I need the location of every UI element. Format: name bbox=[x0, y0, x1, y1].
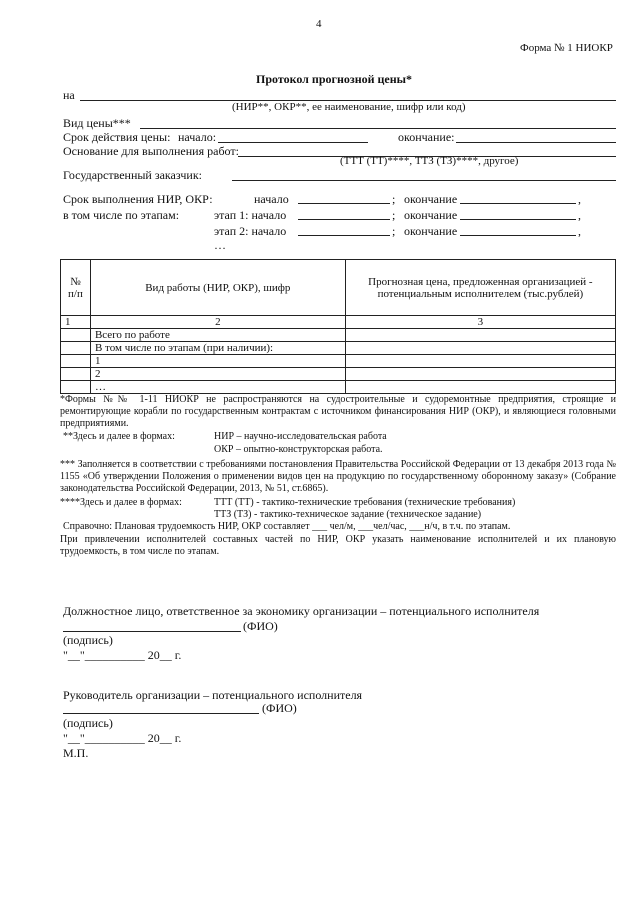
header-price: Прогнозная цена, предложенная организацией - потенциальным исполнителем (тыс.рублей) bbox=[345, 260, 615, 316]
document-page: 4 Форма № 1 НИОКР Протокол прогнозной цены* на (НИР**, ОКР**, ее наименование, шифр или код) Вид цены*** Срок действия цены: начало: окончание: Основание для выполнения работ: (ТТТ (ТТ)****, ТТЗ (ТЗ)****, другое) Государственный заказчик: Срок выполнения НИР, ОКР: начало ; окончание , в том числе по этапам: этап 1: начало ; окончание , этап 2: начало ; окончание , … № п/п Вид работы (НИР, ОКР), шифр Прогнозная цена, предложенная организацией - потенциальным исполнителем (тыс.рублей) 1 2 3 Всего по работе В том числе по этапам (при наличии): 1 2 … *Формы №№ 1-11 НИОКР не распространяются на судостроительные и судоремонтные предприятия, строящие и ремонтирующие корабли по государственным контрактам с источником финансирования НИР (ОКР), и являющиеся головными предприятиями. **Здесь и далее в формах: НИР – научно-исследовательская работа ОКР – опытно-конструкторская работа. *** Заполняется в соответствии с требованиями постановления Правительства Российской Федерации от 13 декабря 2013 года № 1155 «Об утверждении Положения о применении видов цен на продукцию по государственному оборонному заказу» (Собрание законодательства Российской Федерации, 2013, № 51, ст.6865). ****Здесь и далее в формах: ТТТ (ТТ) - тактико-технические требования (технические требования) ТТЗ (ТЗ) - тактико-техническое задание (техническое задание) Справочно: Плановая трудоемкость НИР, ОКР составляет ___ чел/м, ___чел/час, ___н/ч, в т.ч. по этапам. При привлечении исполнителей составных частей по НИР, ОКР указать наименование исполнителей и их плановую трудоемкость, в том числе по этапам. Должностное лицо, ответственное за экономику организации – потенциального исполнителя (ФИО) (подпись) "__"__________ 20__ г. Руководитель организации – потенциального исполнителя (ФИО) (подпись) "__"__________ 20__ г. М.П. bbox=[60, 18, 616, 760]
customer-label: Государственный заказчик: bbox=[63, 168, 203, 182]
signatory-1-sign: (подпись) bbox=[63, 633, 113, 647]
stage1-end-label: окончание bbox=[404, 208, 458, 222]
col-number-2: 2 bbox=[90, 316, 345, 329]
signatory-1-title: Должностное лицо, ответственное за экономику организации – потенциального исполнителя bbox=[63, 604, 540, 618]
price-type-label: Вид цены*** bbox=[63, 116, 131, 130]
basis-hint: (ТТТ (ТТ)****, ТТЗ (ТЗ)****, другое) bbox=[340, 155, 519, 167]
note-2-label: **Здесь и далее в формах: bbox=[63, 431, 175, 442]
customer-line bbox=[232, 180, 616, 181]
price-type-line bbox=[140, 128, 616, 129]
validity-label: Срок действия цены: bbox=[63, 130, 171, 144]
validity-start-label: начало: bbox=[178, 130, 217, 144]
signatory-2-sign: (подпись) bbox=[63, 716, 113, 730]
signatory-2-title: Руководитель организации – потенциального исполнителя bbox=[63, 688, 363, 702]
document-title: Протокол прогнозной цены* bbox=[256, 72, 413, 86]
row-stages: В том числе по этапам (при наличии): bbox=[90, 342, 345, 355]
table-row bbox=[61, 381, 616, 394]
stages-ellipsis: … bbox=[214, 238, 226, 252]
term-end-label: окончание bbox=[404, 192, 458, 206]
signatory-1-fio: (ФИО) bbox=[243, 619, 278, 633]
term-begin-label: начало bbox=[254, 192, 289, 206]
signatory-1-date: "__"__________ 20__ г. bbox=[63, 648, 182, 662]
note-4-label: ****Здесь и далее в формах: bbox=[60, 497, 182, 508]
table-row bbox=[61, 329, 616, 342]
stamp-place: М.П. bbox=[63, 746, 89, 760]
table-row bbox=[61, 368, 616, 381]
validity-end-label: окончание: bbox=[398, 130, 455, 144]
note-3: *** Заполняется в соответствии с требованиями постановления Правительства Российской Федерации от 13 декабря 2013 года № 1155 «Об утверждении Положения о применении видов цен на продукцию по государственному оборонному заказу» (Собрание законодательства Российской Федерации, 2013, № 51, ст.6865). bbox=[60, 459, 616, 494]
table-row bbox=[61, 342, 616, 355]
note-4-a: ТТТ (ТТ) - тактико-технические требования (технические требования) bbox=[214, 497, 516, 508]
term-label: Срок выполнения НИР, ОКР: bbox=[63, 192, 213, 206]
header-number: № п/п bbox=[61, 260, 91, 316]
signatory-2-fio: (ФИО) bbox=[262, 701, 297, 715]
stage1-label: этап 1: начало bbox=[214, 208, 287, 222]
form-label: Форма № 1 НИОКР bbox=[520, 42, 613, 54]
row-total: Всего по работе bbox=[90, 329, 345, 342]
col-number-3: 3 bbox=[345, 316, 615, 329]
validity-start-line bbox=[218, 142, 368, 143]
stage2-begin-line bbox=[298, 235, 390, 236]
row-stage-2: 2 bbox=[90, 368, 345, 381]
col-number-1: 1 bbox=[61, 316, 91, 329]
signatory-2-date: "__"__________ 20__ г. bbox=[63, 731, 182, 745]
stage2-label: этап 2: начало bbox=[214, 224, 287, 238]
note-2-a: НИР – научно-исследовательская работа bbox=[214, 431, 387, 442]
basis-label: Основание для выполнения работ: bbox=[63, 144, 239, 158]
price-table bbox=[60, 259, 616, 394]
term-end-line bbox=[460, 203, 576, 204]
validity-end-line bbox=[456, 142, 616, 143]
stage2-end-label: окончание bbox=[404, 224, 458, 238]
note-4-b: ТТЗ (ТЗ) - тактико-техническое задание (техническое задание) bbox=[214, 509, 482, 520]
signatory-2-line bbox=[63, 713, 259, 714]
reference-note: Справочно: Плановая трудоемкость НИР, ОКР составляет ___ чел/м, ___чел/час, ___н/ч, в т.ч. по этапам. bbox=[63, 521, 511, 532]
stages-label: в том числе по этапам: bbox=[63, 208, 180, 222]
note-2-b: ОКР – опытно-конструкторская работа. bbox=[214, 444, 383, 455]
table-header-row bbox=[61, 260, 616, 316]
na-hint: (НИР**, ОКР**, ее наименование, шифр или код) bbox=[232, 101, 466, 113]
row-ellipsis: … bbox=[90, 381, 345, 394]
page-number: 4 bbox=[316, 18, 322, 30]
table-col-numbers-row bbox=[61, 316, 616, 329]
stage2-end-line bbox=[460, 235, 576, 236]
term-begin-line bbox=[298, 203, 390, 204]
note-1: *Формы №№ 1-11 НИОКР не распространяются на судостроительные и судоремонтные предприятия, строящие и ремонтирующие корабли по государственным контрактам с источником финансирования НИР (ОКР), и являющиеся головными предприятиями. bbox=[60, 394, 616, 429]
row-stage-1: 1 bbox=[90, 355, 345, 368]
involve-note: При привлечении исполнителей составных частей по НИР, ОКР указать наименование исполнителей и их плановую трудоемкость, в том числе по этапам. bbox=[60, 534, 616, 557]
stage1-end-line bbox=[460, 219, 576, 220]
stage1-begin-line bbox=[298, 219, 390, 220]
header-work-type: Вид работы (НИР, ОКР), шифр bbox=[90, 260, 345, 316]
signatory-1-line bbox=[63, 631, 241, 632]
na-label: на bbox=[63, 88, 75, 102]
table-row bbox=[61, 355, 616, 368]
